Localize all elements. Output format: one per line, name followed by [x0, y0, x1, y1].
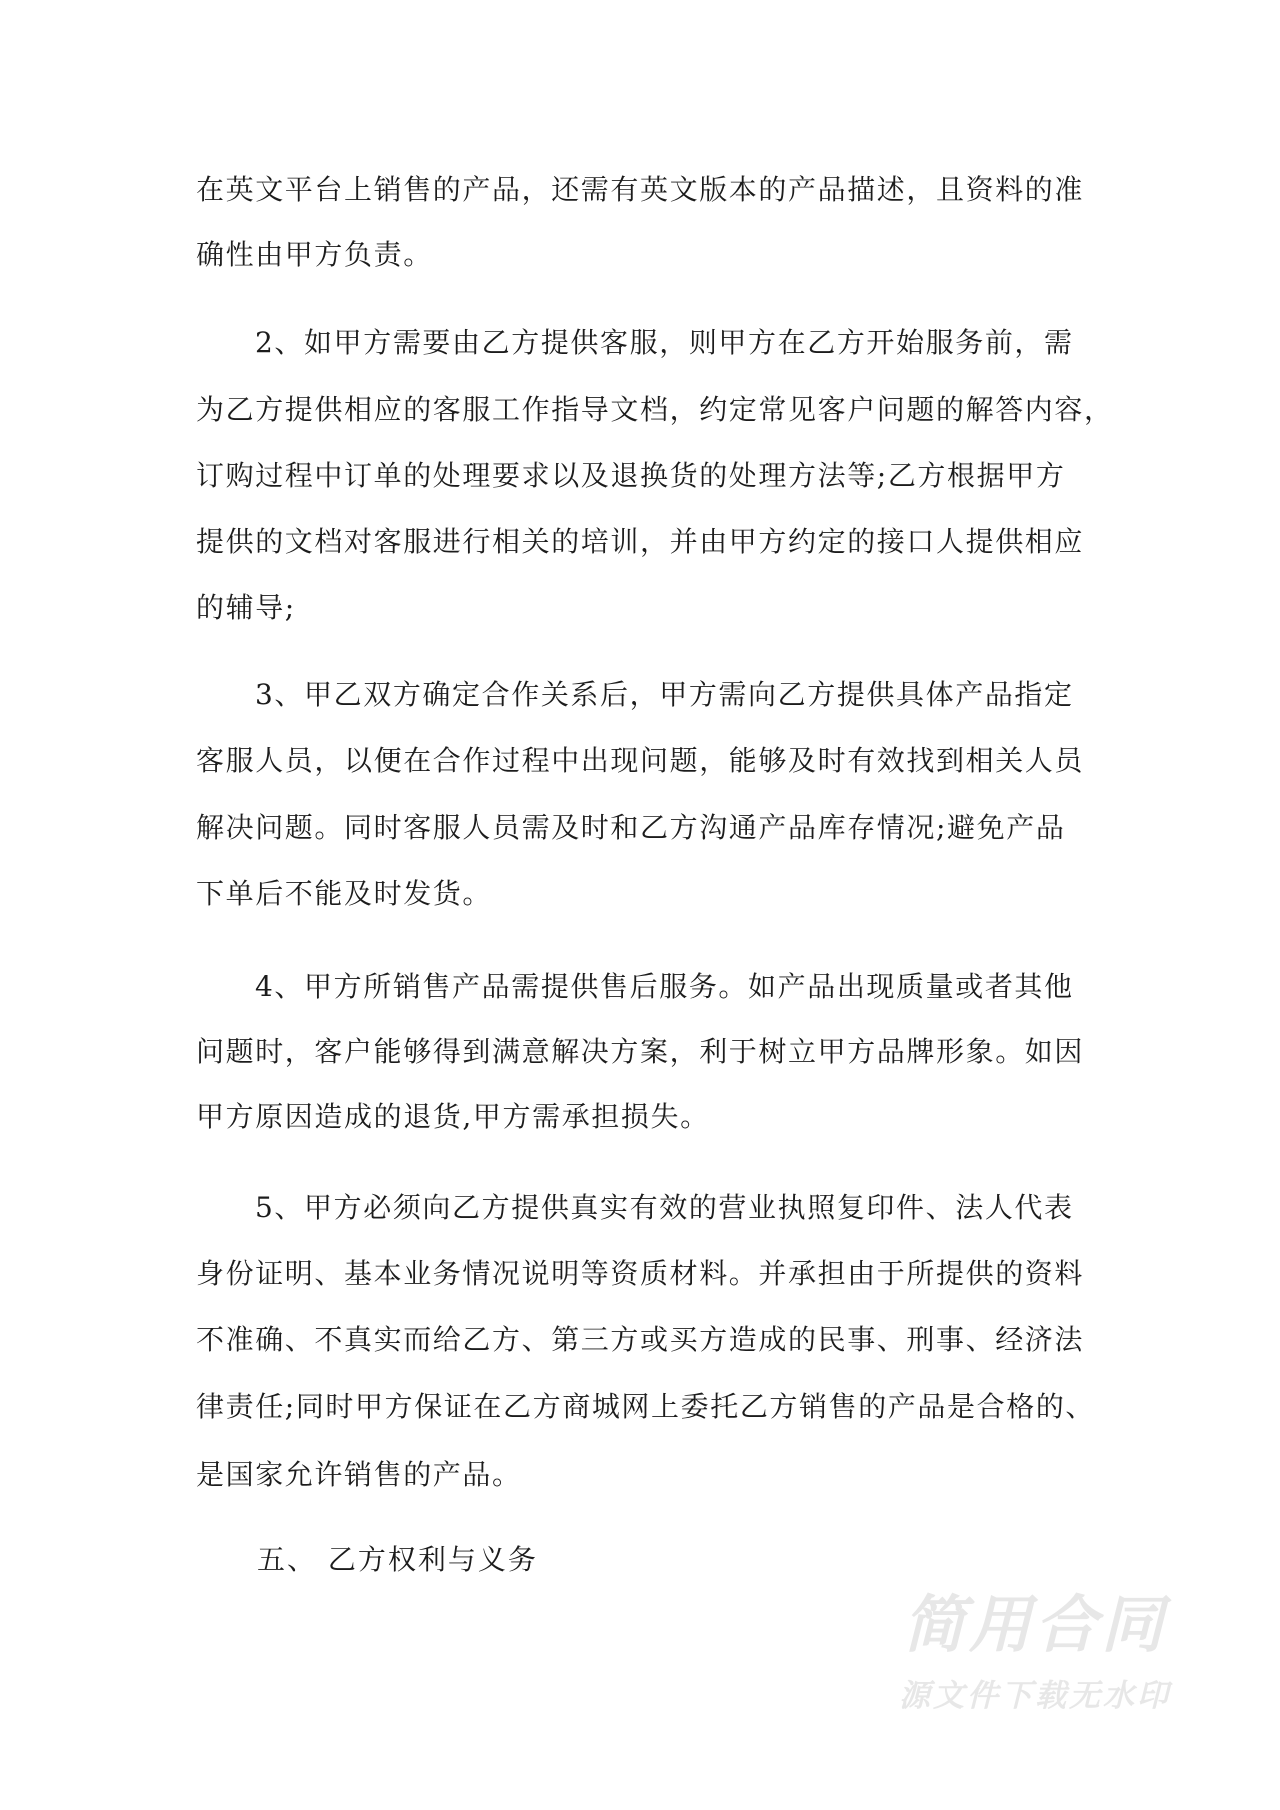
paragraph-line: 解决问题。同时客服人员需及时和乙方沟通产品库存情况;避免产品 — [196, 811, 1066, 844]
paragraph-line: 提供的文档对客服进行相关的培训，并由甲方约定的接口人提供相应 — [196, 525, 1085, 558]
paragraph-line: 确性由甲方负责。 — [196, 238, 433, 271]
clause-first-line: 5、甲方必须向乙方提供真实有效的营业执照复印件、法人代表 — [255, 1191, 1074, 1224]
paragraph-line: 问题时，客户能够得到满意解决方案，利于树立甲方品牌形象。如因 — [196, 1035, 1085, 1068]
paragraph-line: 为乙方提供相应的客服工作指导文档，约定常见客户问题的解答内容， — [196, 393, 1114, 426]
paragraph-line: 的辅导; — [196, 591, 296, 624]
paragraph-line: 律责任;同时甲方保证在乙方商城网上委托乙方销售的产品是合格的、 — [196, 1390, 1096, 1423]
paragraph-line: 在英文平台上销售的产品，还需有英文版本的产品描述，且资料的准 — [196, 173, 1085, 206]
paragraph-line: 是国家允许销售的产品。 — [196, 1458, 522, 1491]
paragraph-line: 订购过程中订单的处理要求以及退换货的处理方法等;乙方根据甲方 — [196, 459, 1066, 492]
paragraph-line: 不准确、不真实而给乙方、第三方或买方造成的民事、刑事、经济法 — [196, 1323, 1085, 1356]
paragraph-line: 客服人员，以便在合作过程中出现问题，能够及时有效找到相关人员 — [196, 744, 1085, 777]
section-heading: 五、 乙方权利与义务 — [257, 1543, 538, 1576]
watermark-subtitle: 源文件下载无水印 — [899, 1678, 1171, 1714]
clause-first-line: 3、甲乙双方确定合作关系后，甲方需向乙方提供具体产品指定 — [255, 678, 1074, 711]
watermark-title: 简用合同 — [902, 1588, 1167, 1661]
clause-first-line: 4、甲方所销售产品需提供售后服务。如产品出现质量或者其他 — [255, 970, 1074, 1003]
watermark — [880, 1590, 1190, 1716]
paragraph-line: 身份证明、基本业务情况说明等资质材料。并承担由于所提供的资料 — [196, 1257, 1085, 1290]
clause-first-line: 2、如甲方需要由乙方提供客服，则甲方在乙方开始服务前，需 — [255, 326, 1074, 359]
paragraph-line: 下单后不能及时发货。 — [196, 877, 493, 910]
paragraph-line: 甲方原因造成的退货,甲方需承担损失。 — [196, 1100, 710, 1133]
